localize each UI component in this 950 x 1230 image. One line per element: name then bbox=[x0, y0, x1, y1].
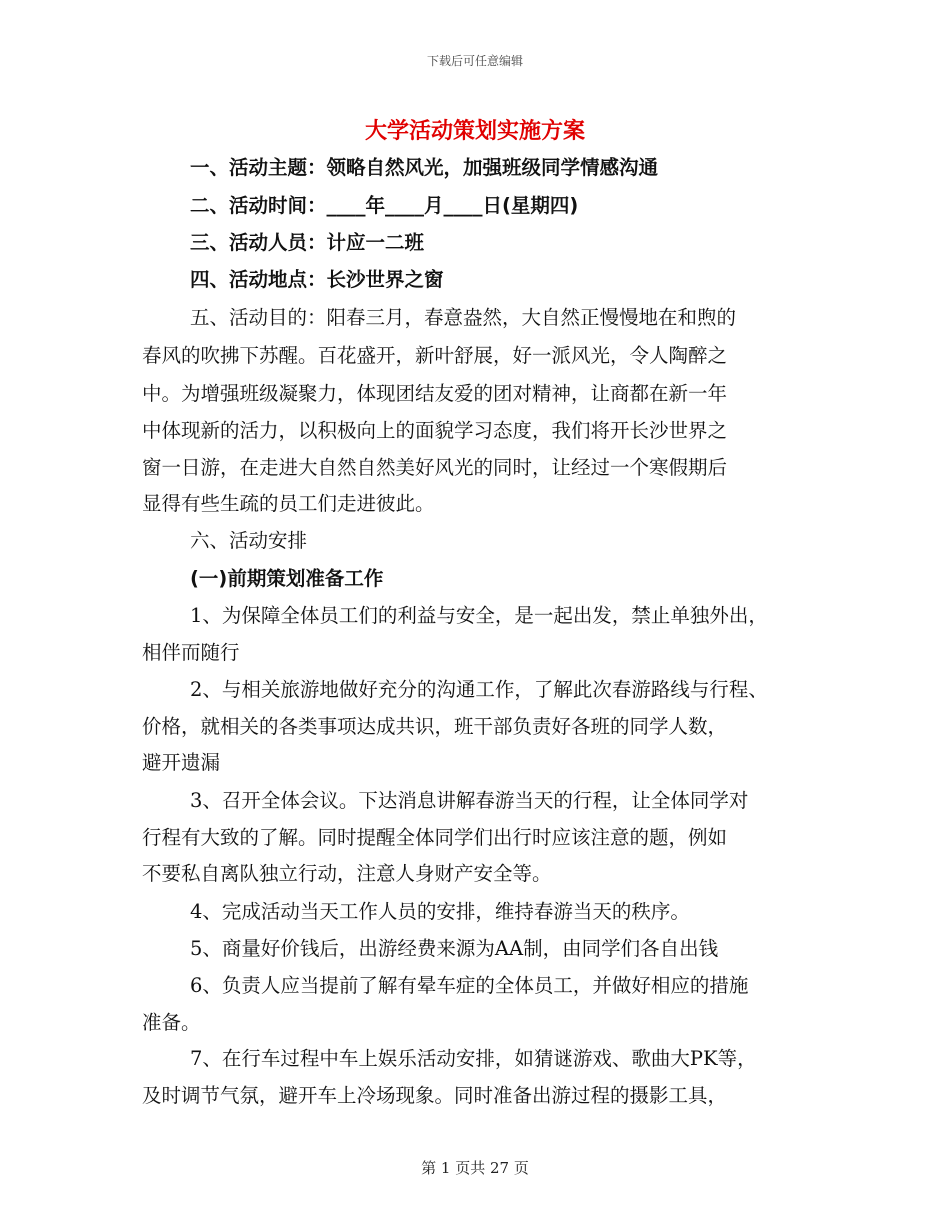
activity-time-line: 二、活动时间：____年____月____日(星期四) bbox=[190, 194, 579, 217]
list-item-7-continued: 及时调节气氛，避开车上冷场现象。同时准备出游过程的摄影工具， bbox=[142, 1084, 728, 1107]
list-item-2-continued: 价格，就相关的各类事项达成共识，班干部负责好各班的同学人数， bbox=[142, 715, 728, 738]
purpose-paragraph-line: 窗一日游，在走进大自然自然美好风光的同时，让经过一个寒假期后 bbox=[142, 456, 728, 479]
list-item-1-continued: 相伴而随行 bbox=[142, 641, 240, 664]
list-item-6-continued: 准备。 bbox=[142, 1011, 201, 1034]
purpose-paragraph-line: 五、活动目的：阳春三月，春意盎然，大自然正慢慢地在和煦的 bbox=[190, 306, 737, 329]
page-footer: 第 1 页共 27 页 bbox=[421, 1159, 529, 1177]
purpose-paragraph-line: 中。为增强班级凝聚力，体现团结友爱的团对精神，让商都在新一年 bbox=[142, 382, 728, 405]
list-item-3: 3、召开全体会议。下达消息讲解春游当天的行程，让全体同学对 bbox=[190, 789, 749, 812]
list-item-7: 7、在行车过程中车上娱乐活动安排，如猜谜游戏、歌曲大PK等， bbox=[190, 1047, 757, 1070]
subsection-heading-preparation: (一)前期策划准备工作 bbox=[190, 567, 384, 590]
list-item-4: 4、完成活动当天工作人员的安排，维持春游当天的秩序。 bbox=[190, 900, 690, 923]
list-item-2-continued: 避开遗漏 bbox=[142, 751, 221, 774]
activity-theme-line: 一、活动主题：领略自然风光，加强班级同学情感沟通 bbox=[190, 156, 659, 179]
purpose-paragraph-line: 中体现新的活力，以积极向上的面貌学习态度，我们将开长沙世界之 bbox=[142, 419, 728, 442]
list-item-5: 5、商量好价钱后，出游经费来源为AA制，由同学们各自出钱 bbox=[190, 937, 719, 960]
section-heading-arrangements: 六、活动安排 bbox=[190, 529, 308, 552]
list-item-1: 1、为保障全体员工们的利益与安全，是一起出发，禁止单独外出， bbox=[190, 604, 768, 627]
activity-participants-line: 三、活动人员：计应一二班 bbox=[190, 231, 425, 254]
purpose-paragraph-line: 春风的吹拂下苏醒。百花盛开，新叶舒展，好一派风光，令人陶醉之 bbox=[142, 344, 728, 367]
list-item-3-continued: 行程有大致的了解。同时提醒全体同学们出行时应该注意的题，例如 bbox=[142, 826, 728, 849]
list-item-6: 6、负责人应当提前了解有晕车症的全体员工，并做好相应的措施 bbox=[190, 974, 749, 997]
list-item-2: 2、与相关旅游地做好充分的沟通工作，了解此次春游路线与行程、 bbox=[190, 678, 768, 701]
purpose-paragraph-line: 显得有些生疏的员工们走进彼此。 bbox=[142, 492, 435, 515]
page-header: 下载后可任意编辑 bbox=[426, 54, 523, 68]
document-title: 大学活动策划实施方案 bbox=[364, 119, 585, 144]
activity-location-line: 四、活动地点：长沙世界之窗 bbox=[190, 268, 444, 291]
list-item-3-continued: 不要私自离队独立行动，注意人身财产安全等。 bbox=[142, 862, 552, 885]
